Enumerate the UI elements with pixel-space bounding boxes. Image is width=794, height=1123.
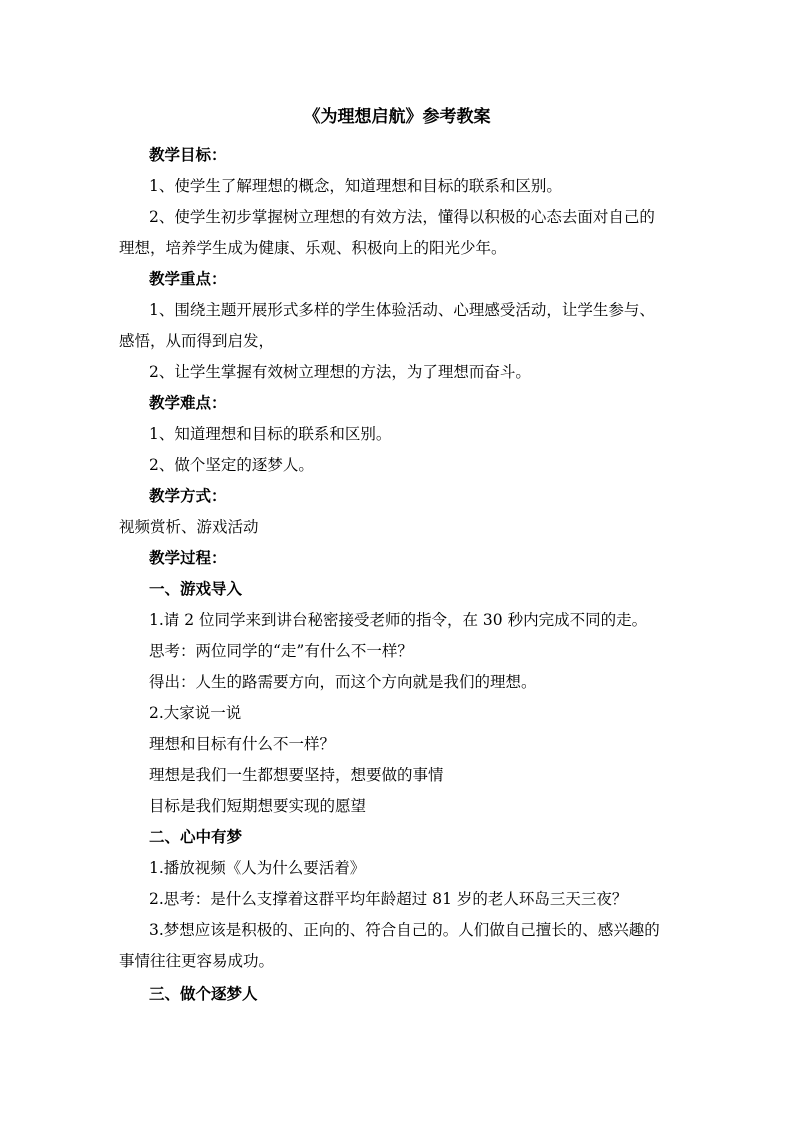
paragraph-line: 2、使学生初步掌握树立理想的有效方法，懂得以积极的心态去面对自己的 <box>149 208 655 226</box>
paragraph-line: 理想，培养学生成为健康、乐观、积极向上的阳光少年。 <box>119 239 507 257</box>
paragraph-line: 2.大家说一说 <box>149 704 242 722</box>
paragraph-line: 理想是我们一生都想要坚持，想要做的事情 <box>149 766 444 784</box>
paragraph-line: 1.请 2 位同学来到讲台秘密接受老师的指令，在 30 秒内完成不同的走。 <box>149 611 648 629</box>
subsection-heading-game: 一、游戏导入 <box>149 579 243 598</box>
paragraph-line: 3.梦想应该是积极的、正向的、符合自己的。人们做自己擅长的、感兴趣的 <box>149 921 660 939</box>
paragraph-line: 1、围绕主题开展形式多样的学生体验活动、心理感受活动，让学生参与、 <box>149 301 655 319</box>
section-heading-objectives: 教学目标： <box>149 145 227 164</box>
paragraph-line: 感悟，从而得到启发， <box>119 332 275 350</box>
paragraph-line: 2、让学生掌握有效树立理想的方法，为了理想而奋斗。 <box>149 363 531 381</box>
paragraph-line: 视频赏析、游戏活动 <box>119 518 259 536</box>
paragraph-line: 1、使学生了解理想的概念，知道理想和目标的联系和区别。 <box>149 177 562 195</box>
paragraph-line: 事情往往更容易成功。 <box>119 952 275 970</box>
section-heading-methods: 教学方式： <box>149 486 227 505</box>
document-title: 《为理想启航》参考教案 <box>303 107 491 127</box>
paragraph-line: 思考：两位同学的“走”有什么不一样？ <box>149 642 413 660</box>
section-heading-key-points: 教学重点： <box>149 269 227 288</box>
paragraph-line: 2、做个坚定的逐梦人。 <box>149 456 314 474</box>
paragraph-line: 1、知道理想和目标的联系和区别。 <box>149 425 392 443</box>
paragraph-line: 目标是我们短期想要实现的愿望 <box>149 797 367 815</box>
subsection-heading-dream: 二、心中有梦 <box>149 827 243 846</box>
subsection-heading-dream-chaser: 三、做个逐梦人 <box>149 984 258 1003</box>
paragraph-line: 1.播放视频《人为什么要活着》 <box>149 859 366 877</box>
section-heading-process: 教学过程： <box>149 548 227 567</box>
section-heading-difficulties: 教学难点： <box>149 393 227 412</box>
paragraph-line: 理想和目标有什么不一样？ <box>149 735 336 753</box>
paragraph-line: 得出：人生的路需要方向，而这个方向就是我们的理想。 <box>149 673 537 691</box>
paragraph-line: 2.思考：是什么支撑着这群平均年龄超过 81 岁的老人环岛三天三夜？ <box>149 890 628 908</box>
